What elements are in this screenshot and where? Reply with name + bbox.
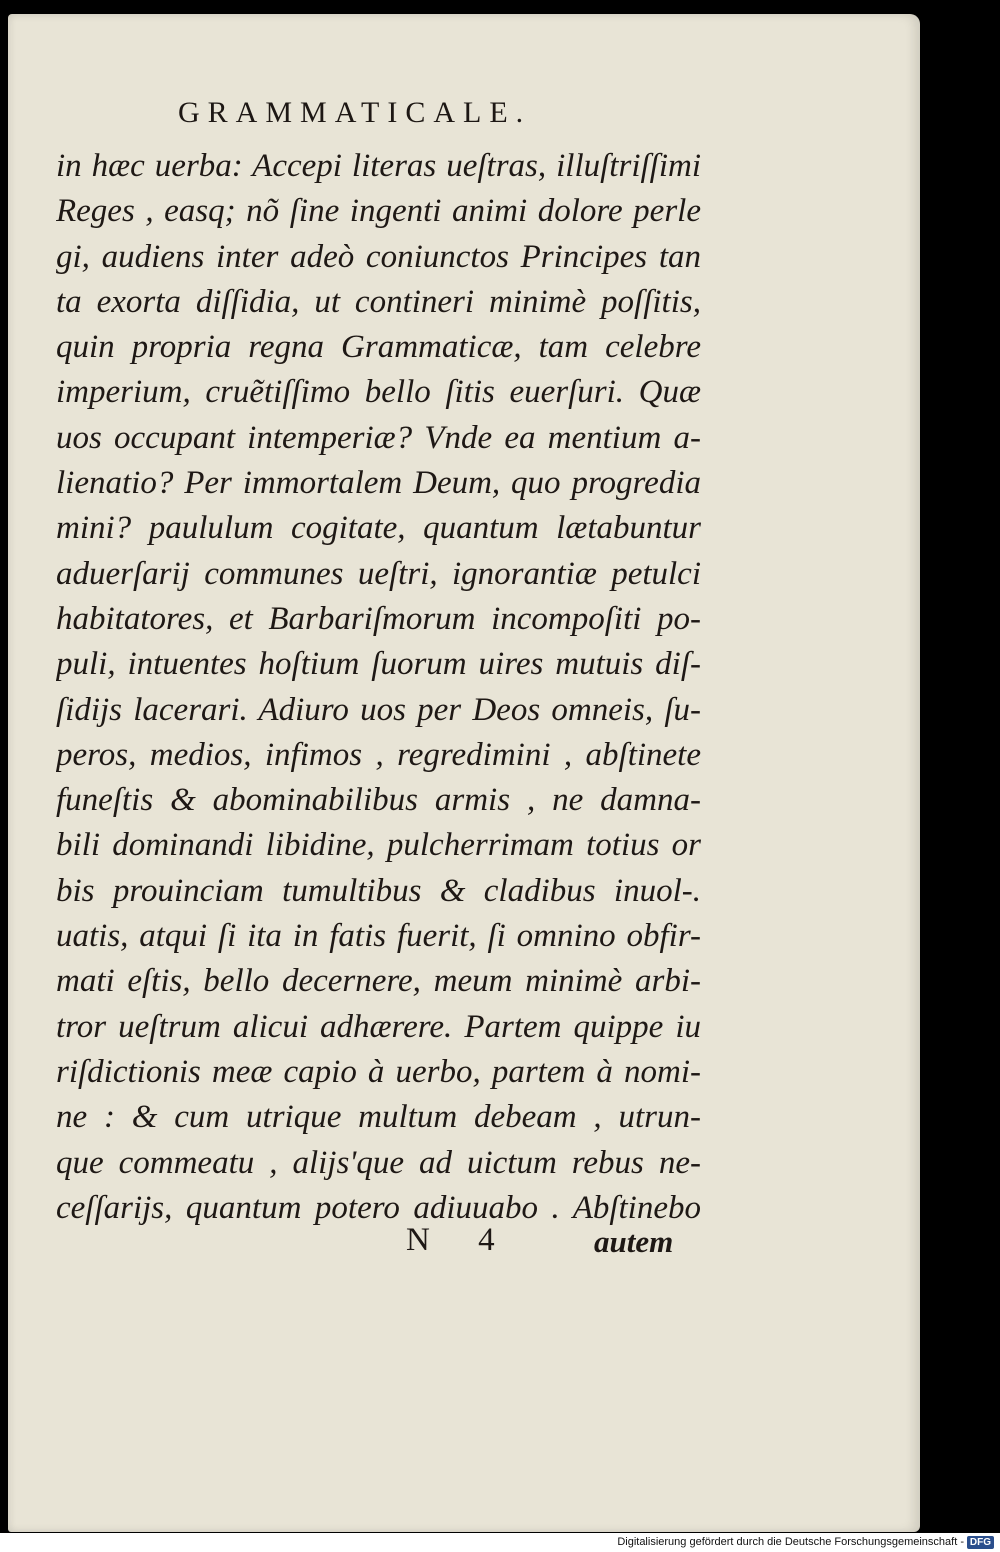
text-line: funeſtis & abominabilibus armis , ne damna-	[56, 782, 701, 819]
digitization-footer	[0, 1533, 1000, 1552]
text-line: que commeatu , alijs'que ad uictum rebus ne-	[56, 1144, 701, 1181]
dfg-logo: DFG	[967, 1536, 994, 1549]
text-line: ne : & cum utrique multum debeam , utrun-	[56, 1099, 701, 1136]
text-line: puli, intuentes hoſtium ſuorum uires mutuis diſ-	[56, 646, 701, 683]
text-line: uatis, atqui ſi ita in fatis fuerit, ſi omnino obfir-	[56, 918, 701, 955]
catchword: autem	[594, 1224, 674, 1259]
text-line: aduerſarij communes ueſtri, ignorantiæ petulci	[56, 555, 701, 592]
text-line: imperium, cruẽtiſſimo bello ſitis euerſuri. Quæ	[56, 374, 701, 411]
text-line: mini? paululum cogitate, quantum lætabuntur	[56, 510, 701, 547]
funding-notice: Digitalisierung gefördert durch die Deutsche Forschungsgemeinschaft -	[617, 1536, 964, 1548]
text-line: habitatores, et Barbariſmorum incompoſiti po-	[56, 600, 701, 637]
running-head: GRAMMATICALE.	[178, 96, 532, 129]
text-line: uos occupant intemperiæ? Vnde ea mentium a-	[56, 419, 701, 456]
text-line: lienatio? Per immortalem Deum, quo progredia	[56, 465, 701, 502]
text-line: quin propria regna Grammaticæ, tam celebre	[56, 329, 701, 366]
text-line: bis prouinciam tumultibus & cladibus inuol-.	[56, 872, 701, 909]
signature-mark: N 4	[406, 1222, 515, 1258]
text-line: tror ueſtrum alicui adhærere. Partem quippe iu	[56, 1008, 701, 1045]
text-line: ceſſarijs, quantum potero adiuuabo . Abſtinebo	[56, 1189, 701, 1226]
text-line: in hæc uerba: Accepi literas ueſtras, illuſtriſſimi	[56, 148, 701, 184]
text-line: Reges , easq; nõ ſine ingenti animi dolore perle	[56, 193, 701, 230]
text-line: ta exorta diſſidia, ut contineri minimè poſſitis,	[56, 283, 701, 320]
text-line: ſidijs lacerari. Adiuro uos per Deos omneis, ſu-	[56, 691, 701, 728]
text-line: gi, audiens inter adeò coniunctos Principes tan	[56, 238, 701, 275]
text-line: mati eſtis, bello decernere, meum minimè arbi-	[56, 963, 701, 1000]
text-line: peros, medios, infimos , regredimini , abſtinete	[56, 736, 701, 773]
body-text	[56, 144, 701, 1231]
text-line: riſdictionis meæ capio à uerbo, partem à nomi-	[56, 1053, 701, 1090]
text-line: bili dominandi libidine, pulcherrimam totius or	[56, 827, 701, 864]
book-page	[8, 14, 920, 1532]
